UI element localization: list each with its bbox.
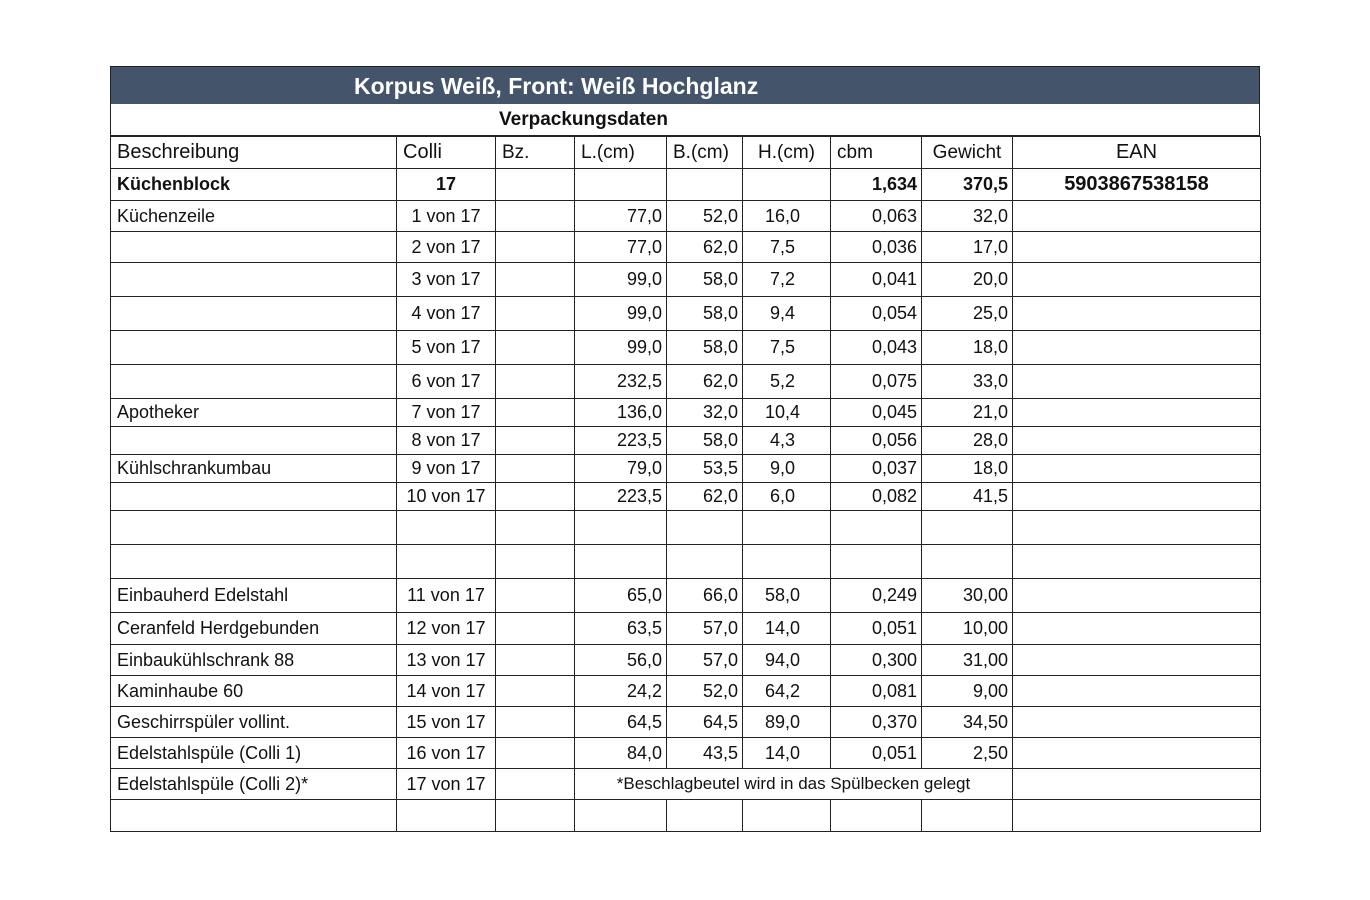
cell-empty xyxy=(1013,545,1261,579)
cell-empty xyxy=(496,769,575,800)
header-colli: Colli xyxy=(397,137,496,169)
block-row xyxy=(111,169,1261,201)
cell-colli: 6 von 17 xyxy=(397,365,496,399)
cell-desc: Ceranfeld Herdgebunden xyxy=(111,613,397,645)
cell-empty xyxy=(1013,613,1261,645)
cell-desc: Edelstahlspüle (Colli 2)* xyxy=(111,769,397,800)
cell-colli xyxy=(397,545,496,579)
table-row-last xyxy=(111,769,1261,800)
cell-h: 14,0 xyxy=(743,738,831,769)
header-h: H.(cm) xyxy=(743,137,831,169)
table-row xyxy=(111,545,1261,579)
cell-l xyxy=(575,545,667,579)
cell-w: 33,0 xyxy=(922,365,1013,399)
block-colli: 17 xyxy=(397,169,496,201)
cell-w: 25,0 xyxy=(922,297,1013,331)
block-b xyxy=(667,169,743,201)
cell-w: 9,00 xyxy=(922,676,1013,707)
cell-cbm: 0,249 xyxy=(831,579,922,613)
cell-w: 2,50 xyxy=(922,738,1013,769)
cell-empty xyxy=(1013,399,1261,427)
cell-h: 89,0 xyxy=(743,707,831,738)
cell-h: 9,0 xyxy=(743,455,831,483)
cell-colli: 10 von 17 xyxy=(397,483,496,511)
cell-empty xyxy=(922,800,1013,832)
table-row xyxy=(111,427,1261,455)
cell-colli: 16 von 17 xyxy=(397,738,496,769)
cell-cbm: 0,043 xyxy=(831,331,922,365)
cell-colli: 1 von 17 xyxy=(397,201,496,232)
cell-w: 34,50 xyxy=(922,707,1013,738)
cell-empty xyxy=(575,800,667,832)
cell-empty xyxy=(667,800,743,832)
table-row xyxy=(111,365,1261,399)
cell-cbm: 0,056 xyxy=(831,427,922,455)
header-b: B.(cm) xyxy=(667,137,743,169)
cell-b: 43,5 xyxy=(667,738,743,769)
cell-h: 7,2 xyxy=(743,263,831,297)
cell-empty xyxy=(496,263,575,297)
cell-l: 79,0 xyxy=(575,455,667,483)
table-row xyxy=(111,613,1261,645)
cell-colli: 7 von 17 xyxy=(397,399,496,427)
cell-l: 65,0 xyxy=(575,579,667,613)
packaging-table xyxy=(110,136,1261,832)
cell-h: 16,0 xyxy=(743,201,831,232)
cell-b: 62,0 xyxy=(667,483,743,511)
cell-empty xyxy=(496,613,575,645)
cell-cbm: 0,063 xyxy=(831,201,922,232)
cell-desc xyxy=(111,483,397,511)
cell-empty xyxy=(496,545,575,579)
cell-cbm: 0,045 xyxy=(831,399,922,427)
cell-h: 7,5 xyxy=(743,232,831,263)
cell-l: 77,0 xyxy=(575,201,667,232)
cell-desc xyxy=(111,297,397,331)
cell-w: 20,0 xyxy=(922,263,1013,297)
cell-w: 32,0 xyxy=(922,201,1013,232)
cell-b: 66,0 xyxy=(667,579,743,613)
cell-l: 99,0 xyxy=(575,263,667,297)
cell-cbm xyxy=(831,545,922,579)
cell-l: 136,0 xyxy=(575,399,667,427)
table-row xyxy=(111,707,1261,738)
cell-h: 5,2 xyxy=(743,365,831,399)
cell-desc xyxy=(111,427,397,455)
cell-w: 10,00 xyxy=(922,613,1013,645)
cell-empty xyxy=(1013,645,1261,676)
cell-w: 41,5 xyxy=(922,483,1013,511)
cell-desc: Einbaukühlschrank 88 xyxy=(111,645,397,676)
cell-colli: 8 von 17 xyxy=(397,427,496,455)
cell-empty xyxy=(1013,483,1261,511)
cell-h: 58,0 xyxy=(743,579,831,613)
cell-empty xyxy=(1013,511,1261,545)
cell-empty xyxy=(496,738,575,769)
cell-empty xyxy=(1013,427,1261,455)
table-row xyxy=(111,483,1261,511)
cell-cbm: 0,082 xyxy=(831,483,922,511)
table-row xyxy=(111,511,1261,545)
cell-empty xyxy=(496,707,575,738)
cell-empty xyxy=(1013,455,1261,483)
footnote: *Beschlagbeutel wird in das Spülbecken gelegt xyxy=(575,769,1013,800)
cell-colli xyxy=(397,511,496,545)
cell-desc xyxy=(111,365,397,399)
cell-desc: Apotheker xyxy=(111,399,397,427)
cell-empty xyxy=(496,365,575,399)
cell-b: 57,0 xyxy=(667,645,743,676)
cell-cbm: 0,054 xyxy=(831,297,922,331)
cell-empty xyxy=(496,297,575,331)
cell-b: 64,5 xyxy=(667,707,743,738)
header-beschreibung: Beschreibung xyxy=(111,137,397,169)
cell-cbm: 0,075 xyxy=(831,365,922,399)
cell-cbm: 0,041 xyxy=(831,263,922,297)
cell-empty xyxy=(1013,263,1261,297)
table-row xyxy=(111,201,1261,232)
cell-empty xyxy=(496,511,575,545)
cell-empty xyxy=(743,800,831,832)
block-name: Küchenblock xyxy=(111,169,397,201)
cell-desc: Kühlschrankumbau xyxy=(111,455,397,483)
cell-empty xyxy=(1013,331,1261,365)
block-l xyxy=(575,169,667,201)
table-row-empty xyxy=(111,800,1261,832)
cell-desc xyxy=(111,511,397,545)
cell-empty xyxy=(1013,201,1261,232)
cell-colli: 9 von 17 xyxy=(397,455,496,483)
header-ean: EAN xyxy=(1013,137,1261,169)
cell-desc xyxy=(111,545,397,579)
cell-empty xyxy=(111,800,397,832)
cell-empty xyxy=(496,483,575,511)
cell-colli: 4 von 17 xyxy=(397,297,496,331)
cell-empty xyxy=(496,427,575,455)
cell-cbm: 0,300 xyxy=(831,645,922,676)
cell-l: 77,0 xyxy=(575,232,667,263)
packaging-sheet xyxy=(110,66,1260,832)
cell-h: 9,4 xyxy=(743,297,831,331)
cell-l: 84,0 xyxy=(575,738,667,769)
cell-b: 32,0 xyxy=(667,399,743,427)
cell-h: 10,4 xyxy=(743,399,831,427)
table-row xyxy=(111,297,1261,331)
cell-h: 94,0 xyxy=(743,645,831,676)
cell-empty xyxy=(831,800,922,832)
header-gewicht: Gewicht xyxy=(922,137,1013,169)
cell-l: 63,5 xyxy=(575,613,667,645)
cell-desc: Küchenzeile xyxy=(111,201,397,232)
table-row xyxy=(111,232,1261,263)
cell-w xyxy=(922,545,1013,579)
cell-b xyxy=(667,511,743,545)
cell-w xyxy=(922,511,1013,545)
cell-b: 57,0 xyxy=(667,613,743,645)
table-row xyxy=(111,455,1261,483)
cell-cbm: 0,037 xyxy=(831,455,922,483)
cell-empty xyxy=(1013,769,1261,800)
cell-cbm: 0,051 xyxy=(831,613,922,645)
cell-empty xyxy=(1013,707,1261,738)
cell-cbm: 0,036 xyxy=(831,232,922,263)
cell-h: 7,5 xyxy=(743,331,831,365)
cell-l: 99,0 xyxy=(575,297,667,331)
header-l: L.(cm) xyxy=(575,137,667,169)
cell-cbm xyxy=(831,511,922,545)
cell-desc xyxy=(111,331,397,365)
cell-w: 18,0 xyxy=(922,331,1013,365)
cell-colli: 17 von 17 xyxy=(397,769,496,800)
cell-h xyxy=(743,511,831,545)
cell-b: 58,0 xyxy=(667,427,743,455)
table-row xyxy=(111,263,1261,297)
cell-l: 99,0 xyxy=(575,331,667,365)
cell-empty xyxy=(1013,579,1261,613)
table-row xyxy=(111,645,1261,676)
cell-colli: 15 von 17 xyxy=(397,707,496,738)
cell-desc xyxy=(111,263,397,297)
block-gewicht: 370,5 xyxy=(922,169,1013,201)
cell-l: 223,5 xyxy=(575,483,667,511)
cell-b: 52,0 xyxy=(667,676,743,707)
cell-b: 62,0 xyxy=(667,365,743,399)
cell-empty xyxy=(496,800,575,832)
cell-empty xyxy=(1013,365,1261,399)
cell-b: 62,0 xyxy=(667,232,743,263)
cell-h: 6,0 xyxy=(743,483,831,511)
cell-b: 58,0 xyxy=(667,297,743,331)
cell-b: 52,0 xyxy=(667,201,743,232)
cell-l: 64,5 xyxy=(575,707,667,738)
block-bz xyxy=(496,169,575,201)
cell-empty xyxy=(496,455,575,483)
cell-colli: 3 von 17 xyxy=(397,263,496,297)
cell-l: 232,5 xyxy=(575,365,667,399)
cell-l xyxy=(575,511,667,545)
cell-empty xyxy=(1013,232,1261,263)
header-bz: Bz. xyxy=(496,137,575,169)
cell-cbm: 0,051 xyxy=(831,738,922,769)
cell-w: 30,00 xyxy=(922,579,1013,613)
cell-empty xyxy=(1013,738,1261,769)
cell-cbm: 0,370 xyxy=(831,707,922,738)
cell-h: 4,3 xyxy=(743,427,831,455)
cell-colli: 5 von 17 xyxy=(397,331,496,365)
cell-desc: Einbauherd Edelstahl xyxy=(111,579,397,613)
cell-empty xyxy=(496,579,575,613)
cell-h: 64,2 xyxy=(743,676,831,707)
cell-w: 18,0 xyxy=(922,455,1013,483)
table-row xyxy=(111,738,1261,769)
cell-colli: 14 von 17 xyxy=(397,676,496,707)
cell-colli: 2 von 17 xyxy=(397,232,496,263)
cell-desc: Geschirrspüler vollint. xyxy=(111,707,397,738)
cell-w: 21,0 xyxy=(922,399,1013,427)
cell-h: 14,0 xyxy=(743,613,831,645)
table-row xyxy=(111,676,1261,707)
table-row xyxy=(111,331,1261,365)
sheet-subtitle: Verpackungsdaten xyxy=(110,104,1260,136)
cell-cbm: 0,081 xyxy=(831,676,922,707)
cell-l: 56,0 xyxy=(575,645,667,676)
cell-colli: 11 von 17 xyxy=(397,579,496,613)
block-cbm: 1,634 xyxy=(831,169,922,201)
cell-l: 24,2 xyxy=(575,676,667,707)
cell-colli: 12 von 17 xyxy=(397,613,496,645)
cell-empty xyxy=(1013,297,1261,331)
cell-w: 17,0 xyxy=(922,232,1013,263)
cell-empty xyxy=(1013,800,1261,832)
table-row xyxy=(111,399,1261,427)
cell-w: 28,0 xyxy=(922,427,1013,455)
cell-l: 223,5 xyxy=(575,427,667,455)
cell-desc xyxy=(111,232,397,263)
cell-colli: 13 von 17 xyxy=(397,645,496,676)
cell-desc: Kaminhaube 60 xyxy=(111,676,397,707)
sheet-title: Korpus Weiß, Front: Weiß Hochglanz xyxy=(110,66,1260,104)
cell-b: 58,0 xyxy=(667,263,743,297)
cell-empty xyxy=(397,800,496,832)
cell-w: 31,00 xyxy=(922,645,1013,676)
cell-b: 58,0 xyxy=(667,331,743,365)
cell-empty xyxy=(496,331,575,365)
cell-empty xyxy=(496,399,575,427)
header-cbm: cbm xyxy=(831,137,922,169)
cell-empty xyxy=(496,201,575,232)
cell-desc: Edelstahlspüle (Colli 1) xyxy=(111,738,397,769)
cell-h xyxy=(743,545,831,579)
block-h xyxy=(743,169,831,201)
block-ean: 5903867538158 xyxy=(1013,169,1261,201)
cell-empty xyxy=(496,232,575,263)
cell-b: 53,5 xyxy=(667,455,743,483)
cell-b xyxy=(667,545,743,579)
cell-empty xyxy=(496,676,575,707)
cell-empty xyxy=(1013,676,1261,707)
cell-empty xyxy=(496,645,575,676)
table-row xyxy=(111,579,1261,613)
header-row xyxy=(111,137,1261,169)
